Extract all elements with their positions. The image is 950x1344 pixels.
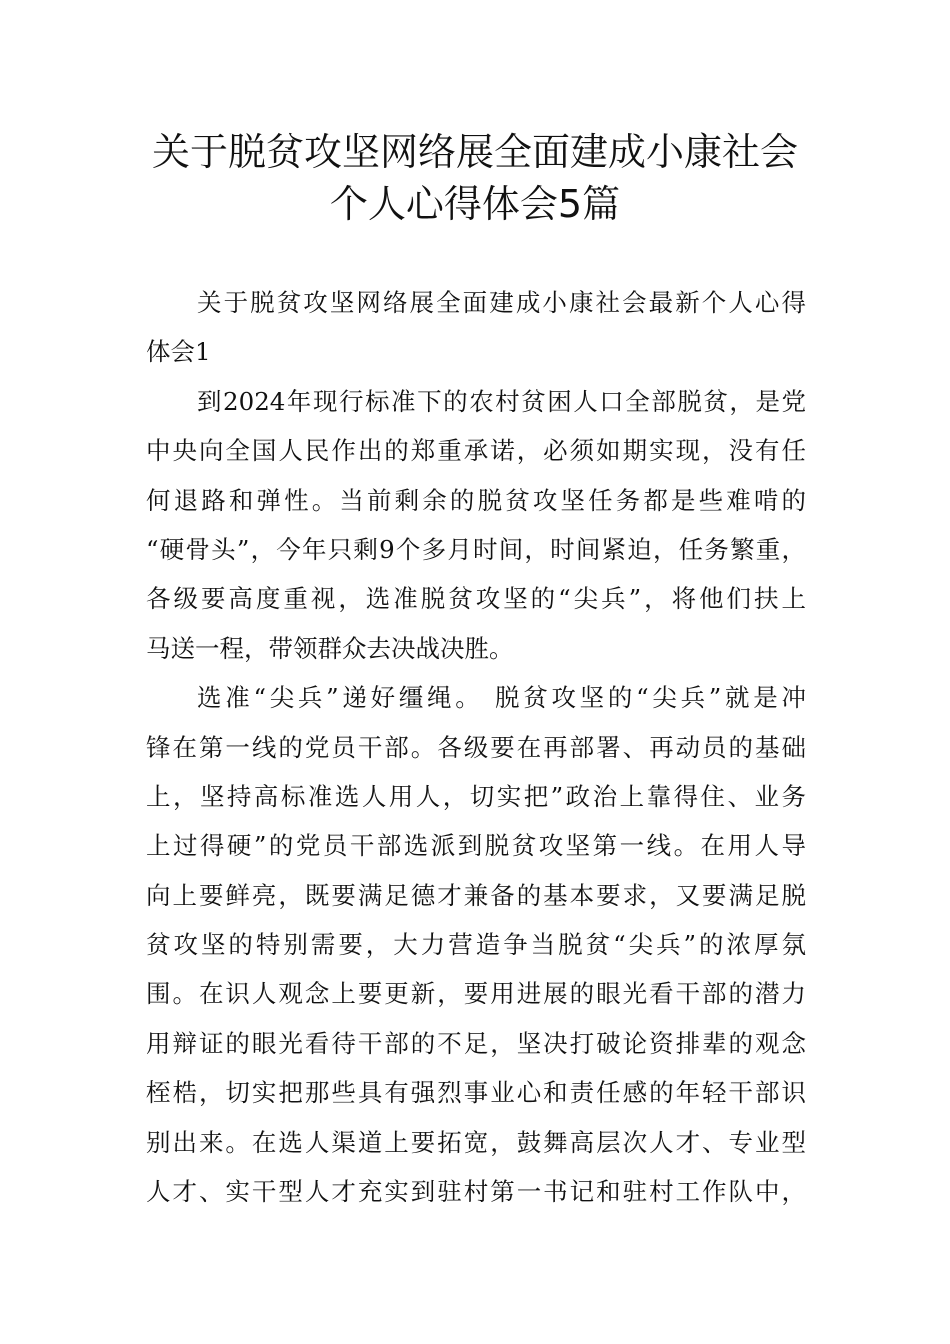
paragraph-line: 何退路和弹性。当前剩余的脱贫攻坚任务都是些难啃的 bbox=[146, 485, 806, 515]
paragraph-line: 桎梏，切实把那些具有强烈事业心和责任感的年轻干部识 bbox=[146, 1078, 806, 1108]
paragraph-line: 关于脱贫攻坚网络展全面建成小康社会最新个人心得 bbox=[197, 288, 806, 317]
paragraph-line: 上，坚持高标准选人用人，切实把”政治上靠得住、业务 bbox=[146, 781, 806, 811]
document-body bbox=[146, 278, 806, 1216]
paragraph-line: 锋在第一线的党员干部。各级要在再部署、再动员的基础 bbox=[146, 732, 806, 762]
paragraph-line: 选准“尖兵”递好缰绳。 脱贫攻坚的“尖兵”就是冲 bbox=[197, 683, 806, 713]
title-line: 个人心得体会5篇 bbox=[329, 182, 621, 226]
paragraph-line: 别出来。在选人渠道上要拓宽，鼓舞高层次人才、专业型 bbox=[146, 1127, 806, 1157]
paragraph-line: 上过得硬”的党员干部选派到脱贫攻坚第一线。在用人导 bbox=[146, 831, 806, 861]
paragraph bbox=[146, 278, 806, 377]
paragraph-line: 贫攻坚的特别需要，大力营造争当脱贫“尖兵”的浓厚氛 bbox=[146, 930, 806, 960]
paragraph-line: 中央向全国人民作出的郑重承诺，必须如期实现，没有任 bbox=[146, 436, 806, 466]
paragraph-line: 用辩证的眼光看待干部的不足，坚决打破论资排辈的观念 bbox=[146, 1028, 806, 1058]
paragraph-line: 马送一程，带领群众去决战决胜。 bbox=[146, 633, 514, 663]
paragraph-line: 向上要鲜亮，既要满足德才兼备的基本要求，又要满足脱 bbox=[146, 880, 806, 910]
paragraph-line: 围。在识人观念上要更新，要用进展的眼光看干部的潜力 bbox=[146, 979, 806, 1009]
document-title bbox=[100, 126, 850, 230]
paragraph bbox=[146, 673, 806, 1216]
paragraph-line: 人才、实干型人才充实到驻村第一书记和驻村工作队中， bbox=[146, 1177, 806, 1207]
title-line: 关于脱贫攻坚网络展全面建成小康社会 bbox=[151, 130, 798, 174]
paragraph-line: 到2024年现行标准下的农村贫困人口全部脱贫，是党 bbox=[197, 386, 806, 416]
paragraph-line: “硬骨头”，今年只剩9个多月时间，时间紧迫，任务繁重， bbox=[146, 534, 806, 564]
paragraph-line: 各级要高度重视，选准脱贫攻坚的“尖兵”，将他们扶上 bbox=[146, 584, 806, 614]
paragraph-line: 体会1 bbox=[146, 337, 211, 367]
paragraph bbox=[146, 377, 806, 673]
